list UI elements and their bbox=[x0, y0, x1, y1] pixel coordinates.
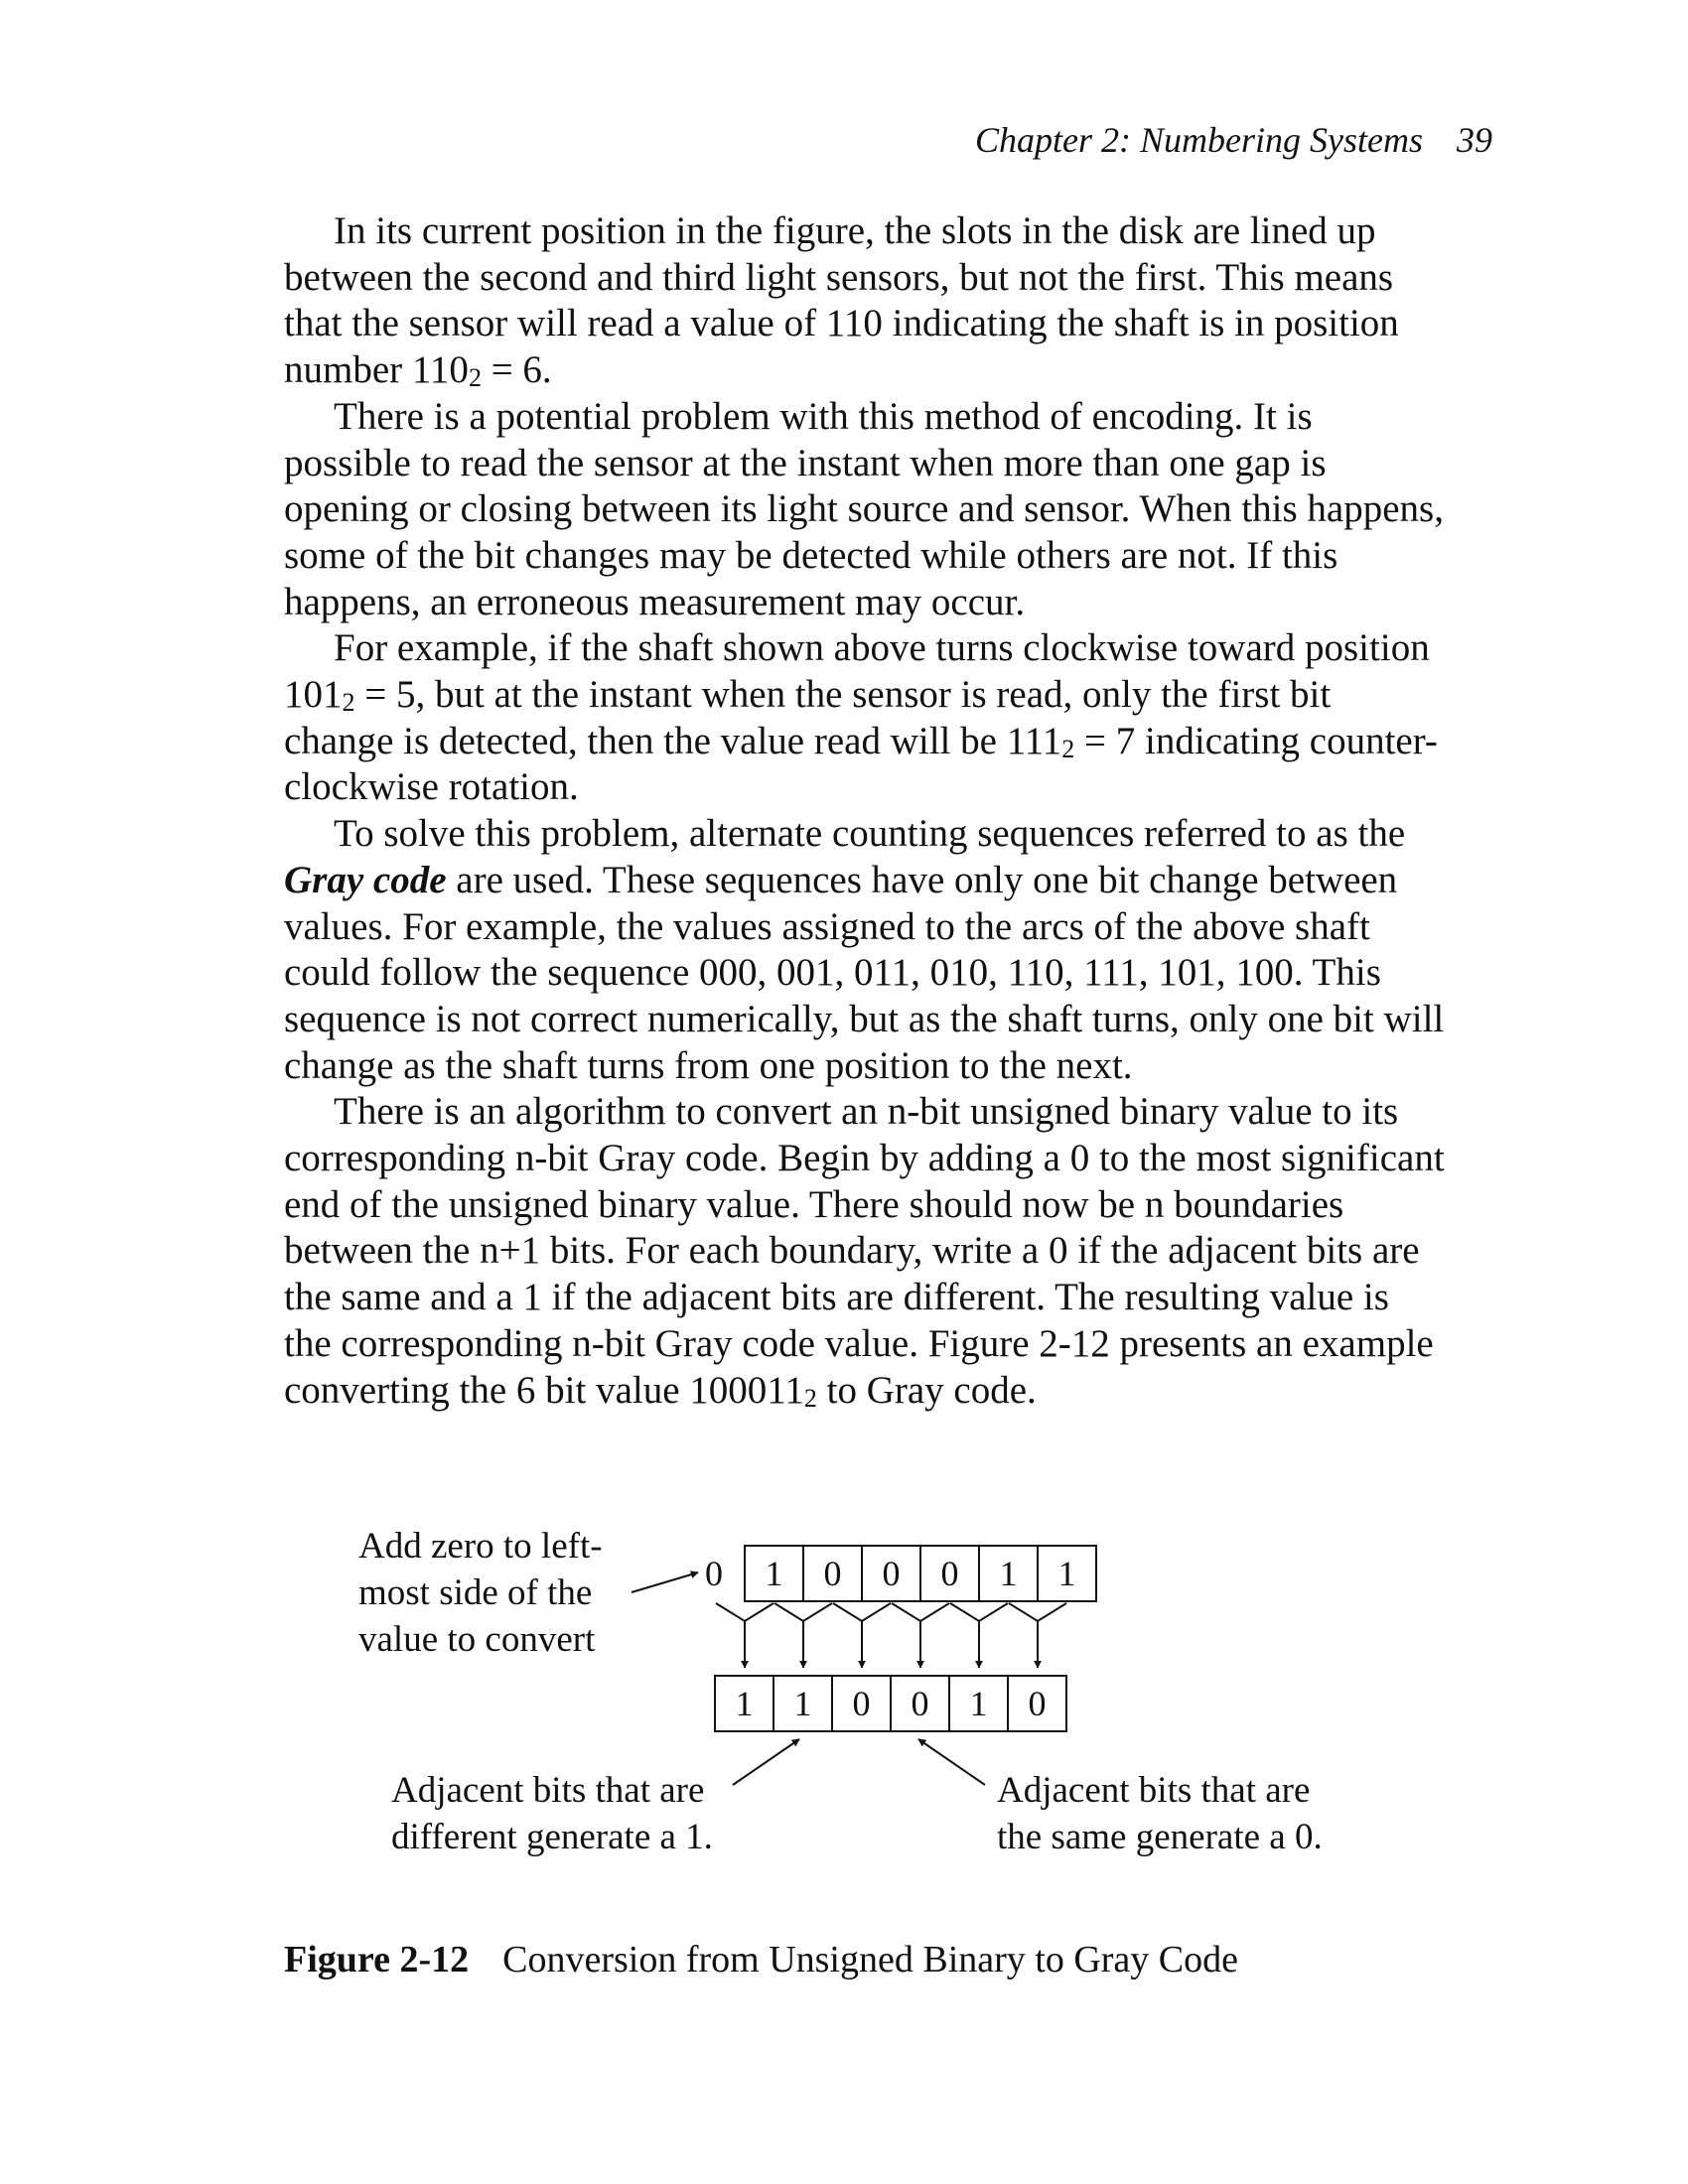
base-subscript: 2 bbox=[1061, 734, 1075, 763]
add-zero-pointer bbox=[632, 1572, 698, 1592]
paragraph-text: = 6. bbox=[481, 348, 552, 392]
paragraph-2 bbox=[284, 394, 1446, 626]
paragraph-text: There is a potential problem with this method of encoding. It is possible to read the sensor at the instant when more than one gap is opening or closing between its light source and sensor. When this happens, some of the bit changes may be detected while others are not. If this happens, an erroneous measurement may occur. bbox=[284, 394, 1444, 623]
conversion-diagram bbox=[0, 1519, 1688, 1906]
paragraph-text: In its current position in the figure, the slots in the disk are lined up between the second and third light sensors, but not the first. This means that the sensor will read a value of 110 indicating the shaft is in position number 110 bbox=[284, 209, 1399, 392]
paragraph-5 bbox=[284, 1089, 1446, 1414]
boundary-join bbox=[950, 1603, 1008, 1621]
figure-caption bbox=[284, 1938, 1238, 1981]
output-bit: 1 bbox=[969, 1684, 988, 1723]
base-subscript: 2 bbox=[803, 1383, 817, 1413]
paragraph-text: = 5, but at the instant when the sensor is read, only the first bit change is detected, then the value read will be 111 bbox=[284, 673, 1332, 762]
output-bit: 1 bbox=[793, 1684, 812, 1723]
paragraph-text: To solve this problem, alternate counting sequences referred to as the bbox=[334, 812, 1406, 856]
output-bit: 0 bbox=[852, 1684, 871, 1723]
input-bit: 1 bbox=[999, 1554, 1018, 1593]
input-bit: 0 bbox=[823, 1554, 842, 1593]
input-bit: 0 bbox=[882, 1554, 901, 1593]
same-bits-pointer bbox=[918, 1739, 985, 1785]
page-number: 39 bbox=[1457, 120, 1492, 160]
figure-number: Figure 2-12 bbox=[284, 1939, 470, 1980]
added-zero-bit: 0 bbox=[705, 1554, 723, 1593]
paragraph-3 bbox=[284, 625, 1446, 811]
different-bits-pointer bbox=[733, 1739, 799, 1785]
input-bit: 0 bbox=[940, 1554, 959, 1593]
paragraph-1 bbox=[284, 208, 1446, 394]
boundary-join bbox=[716, 1603, 774, 1621]
label-add-zero: Add zero to left- most side of the value to convert bbox=[358, 1526, 603, 1660]
input-bit: 1 bbox=[1057, 1554, 1076, 1593]
boundary-join bbox=[892, 1603, 949, 1621]
paragraph-text: = 7 indicating counter-clockwise rotation. bbox=[284, 719, 1438, 809]
paragraph-text: There is an algorithm to convert an n-bit unsigned binary value to its corresponding n-bit Gray code. Begin by adding a 0 to the most significant end of the unsigned binary value. There should now be n boundaries between the n+1 bits. For each boundary, write a 0 if the adjacent bits are the same and a 1 if the adjacent bits are different. The resulting value is the corresponding n-bit Gray code value. Figure 2-12 presents an example converting the 6 bit value 100011 bbox=[284, 1090, 1445, 1412]
figure-title: Conversion from Unsigned Binary to Gray Code bbox=[502, 1939, 1238, 1980]
input-bit: 1 bbox=[765, 1554, 783, 1593]
page-header bbox=[0, 119, 1492, 161]
gray-code-figure bbox=[0, 1519, 1688, 1906]
paragraph-text: to Gray code. bbox=[816, 1368, 1037, 1412]
boundary-join bbox=[833, 1603, 891, 1621]
paragraph-text: For example, if the shaft shown above turns clockwise toward position 101 bbox=[284, 626, 1430, 717]
paragraph-4 bbox=[284, 811, 1446, 1089]
base-subscript: 2 bbox=[468, 363, 482, 393]
boundary-join bbox=[1009, 1603, 1066, 1621]
boundary-join bbox=[774, 1603, 832, 1621]
output-bit: 0 bbox=[911, 1684, 929, 1723]
output-bit: 0 bbox=[1028, 1684, 1047, 1723]
output-bit: 1 bbox=[735, 1684, 754, 1723]
chapter-title: Chapter 2: Numbering Systems bbox=[975, 120, 1423, 160]
base-subscript: 2 bbox=[342, 688, 355, 718]
paragraph-text: are used. These sequences have only one bit change between values. For example, the values assigned to the arcs of the above shaft could follow the sequence 000, 001, 011, 010, 110, 111, 101, 100. This sequence is not correct numerically, but as the shaft turns, only one bit will change as the shaft turns from one position to the next. bbox=[284, 858, 1445, 1087]
body-text bbox=[284, 208, 1446, 1414]
gray-code-term: Gray code bbox=[284, 858, 447, 901]
label-same-bits: Adjacent bits that are the same generate a 0. bbox=[997, 1770, 1323, 1857]
label-different-bits: Adjacent bits that are different generate a 1. bbox=[391, 1770, 713, 1857]
